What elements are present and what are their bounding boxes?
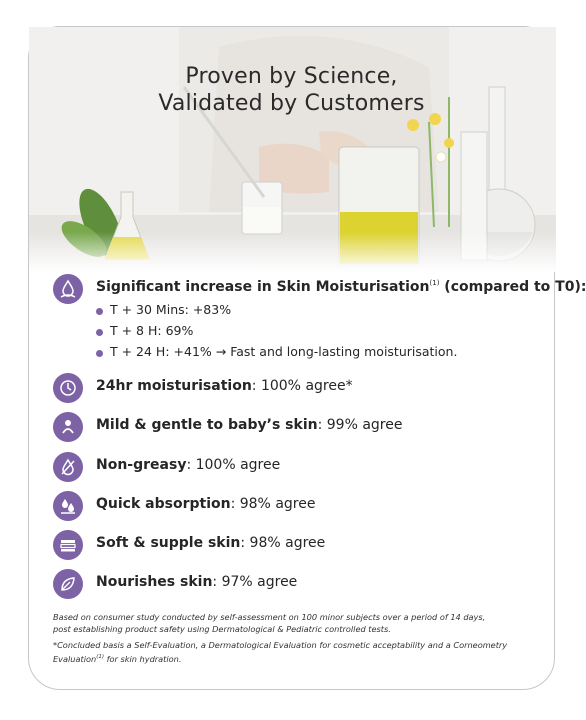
- claim-bold: Mild & gentle to baby’s skin: [96, 417, 318, 433]
- claim-value: : 100% agree*: [251, 378, 353, 394]
- claim-value: : 97% agree: [212, 574, 298, 590]
- claim-text: [96, 574, 297, 590]
- claim-text: [96, 417, 402, 433]
- footnote-text: for skin hydration.: [104, 654, 182, 664]
- baby-icon: [53, 412, 83, 442]
- lab-hero-image: [29, 27, 554, 272]
- claim-value: : 99% agree: [317, 417, 403, 433]
- footnote-line: Based on consumer study conducted by self-assessment on 100 minor subjects over a period of 14 days,: [53, 612, 486, 622]
- claim-text: [96, 378, 353, 394]
- study-footnote: [53, 611, 533, 635]
- clock-24h-icon: [53, 373, 83, 403]
- claim-value: : 98% agree: [240, 535, 326, 551]
- claim-text: [96, 496, 315, 512]
- moisturisation-footnote-mark: (1): [429, 279, 440, 287]
- footnote-line: [53, 651, 533, 665]
- claim-text: [96, 457, 280, 473]
- absorption-drops-icon: [53, 491, 83, 521]
- result-item: T + 24 H: +41% → Fast and long-lasting moisturisation.: [96, 344, 457, 365]
- skin-layers-icon: [53, 530, 83, 560]
- claim-value: : 100% agree: [186, 457, 281, 473]
- evaluation-footnote: [53, 639, 533, 665]
- moisturisation-title-tail: (compared to T0):: [439, 279, 586, 295]
- footnote-mark: (1): [96, 654, 104, 660]
- moisturisation-results: [96, 302, 457, 365]
- headline-line-1: Proven by Science,: [185, 64, 398, 89]
- claim-bold: Quick absorption: [96, 496, 231, 512]
- claim-bold: Nourishes skin: [96, 574, 213, 590]
- claim-bold: 24hr moisturisation: [96, 378, 252, 394]
- drop-slash-icon: [53, 452, 83, 482]
- result-item: T + 30 Mins: +83%: [96, 302, 457, 323]
- leaf-drop-icon: [53, 569, 83, 599]
- footnote-line: *Concluded basis a Self-Evaluation, a Dermatological Evaluation for cosmetic acceptability and a Corneometry: [53, 640, 508, 650]
- result-item: T + 8 H: 69%: [96, 323, 457, 344]
- claim-text: [96, 535, 325, 551]
- footnote-text: Evaluation: [53, 654, 97, 664]
- claim-bold: Non-greasy: [96, 457, 187, 473]
- headline-line-2: Validated by Customers: [158, 91, 425, 116]
- claim-value: : 98% agree: [230, 496, 316, 512]
- moisturisation-title: [96, 279, 586, 295]
- moisturisation-title-bold: Significant increase in Skin Moisturisation: [96, 279, 430, 295]
- footnote-line: post establishing product safety using Dermatological & Pediatric controlled tests.: [53, 624, 391, 634]
- water-drop-hand-icon: [53, 274, 83, 304]
- claims-card: [28, 26, 586, 690]
- claim-bold: Soft & supple skin: [96, 535, 241, 551]
